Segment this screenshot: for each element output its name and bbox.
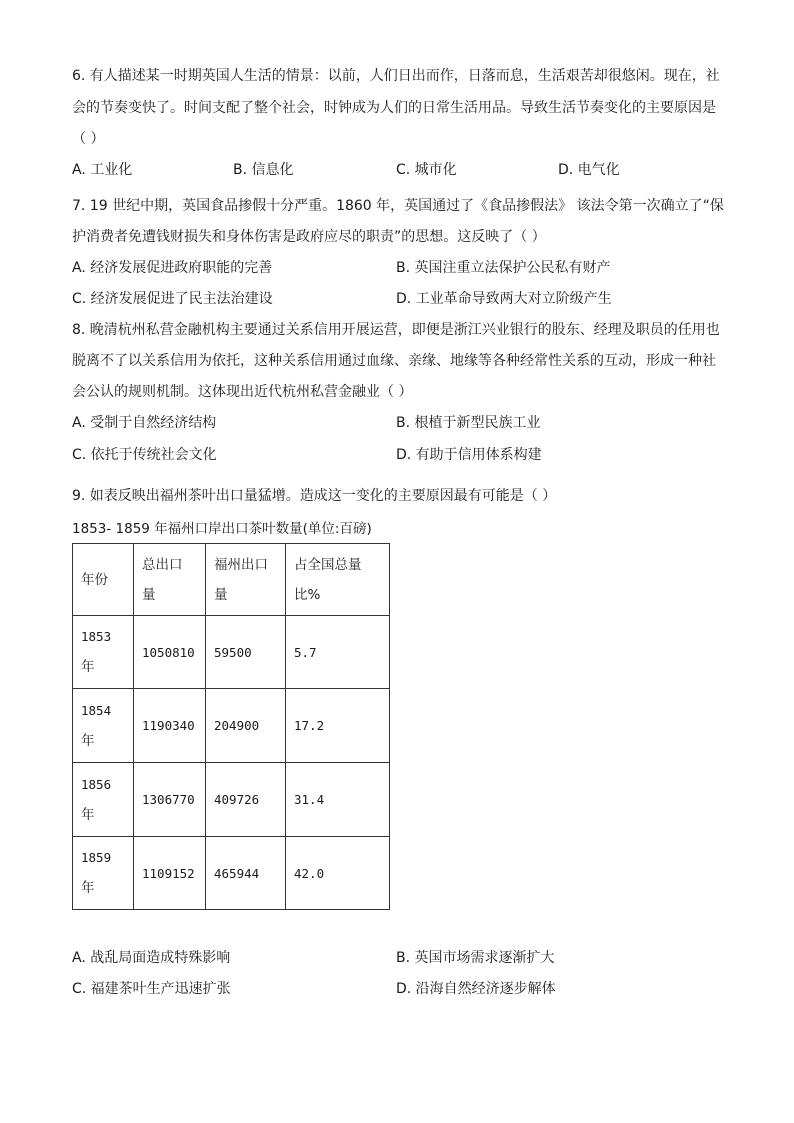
header-fuzhou-export — [206, 544, 286, 616]
q8-option-b: B. 根植于新型民族工业 — [396, 415, 541, 431]
table-row — [73, 763, 390, 837]
header-year-text: 年份 — [81, 571, 108, 588]
year-suffix: 年 — [81, 659, 95, 675]
row-year — [73, 837, 134, 910]
header-year — [73, 544, 134, 616]
year-suffix: 年 — [81, 880, 95, 896]
table-row — [73, 837, 390, 910]
year-number: 1853 — [81, 629, 112, 644]
q8-stem-line-1: 8. 晚清杭州私营金融机构主要通过关系信用开展运营，即便是浙江兴业银行的股东、经理及职员的任用也 — [72, 322, 720, 338]
q7-stem-line-2: 护消费者免遭钱财损失和身体伤害是政府应尽的职责”的思想。这反映了（ ） — [72, 229, 546, 245]
q9-stem: 9. 如表反映出福州茶叶出口量猛增。造成这一变化的主要原因最有可能是（ ） — [72, 488, 557, 504]
header-share-text-2: 比% — [294, 586, 321, 603]
q8-stem-line-3: 会公认的规则机制。这体现出近代杭州私营金融业（ ） — [72, 384, 413, 400]
q6-option-d: D. 电气化 — [558, 162, 620, 178]
row-fuzhou: 409726 — [206, 763, 286, 837]
q6-option-a: A. 工业化 — [72, 162, 133, 178]
header-total-text-2: 量 — [142, 586, 156, 603]
year-number: 1854 — [81, 702, 112, 718]
year-suffix: 年 — [81, 806, 95, 823]
row-share: 42.0 — [286, 837, 390, 910]
row-total: 1050810 — [134, 616, 206, 689]
q9-table-caption: 1853- 1859 年福州口岸出口茶叶数量(单位:百磅) — [72, 521, 372, 537]
row-year — [73, 763, 134, 837]
header-fuzhou-text-1: 福州出口 — [214, 556, 268, 573]
q7-option-d: D. 工业革命导致两大对立阶级产生 — [396, 291, 612, 307]
row-fuzhou: 59500 — [206, 616, 286, 689]
row-total: 1109152 — [134, 837, 206, 910]
q8-option-c: C. 依托于传统社会文化 — [72, 447, 217, 463]
row-total: 1190340 — [134, 689, 206, 763]
q9-option-c: C. 福建茶叶生产迅速扩张 — [72, 981, 231, 997]
q6-option-b: B. 信息化 — [233, 162, 294, 178]
q6-stem-line-1: 6. 有人描述某一时期英国人生活的情景：以前，人们日出而作，日落而息，生活艰苦却很悠闲。现在，社 — [72, 68, 720, 84]
year-number: 1856 — [81, 776, 112, 792]
q9-option-a: A. 战乱局面造成特殊影响 — [72, 950, 231, 966]
q8-option-a: A. 受制于自然经济结构 — [72, 415, 217, 431]
row-fuzhou: 204900 — [206, 689, 286, 763]
tea-export-table — [72, 543, 390, 910]
row-share: 17.2 — [286, 689, 390, 763]
row-year — [73, 689, 134, 763]
q7-option-b: B. 英国注重立法保护公民私有财产 — [396, 260, 611, 276]
row-share: 5.7 — [286, 616, 390, 689]
q7-option-c: C. 经济发展促进了民主法治建设 — [72, 291, 273, 307]
q6-option-c: C. 城市化 — [396, 162, 457, 178]
header-total-export — [134, 544, 206, 616]
q9-option-b: B. 英国市场需求逐渐扩大 — [396, 950, 555, 966]
table-row — [73, 616, 390, 689]
header-share-text-1: 占全国总量 — [294, 556, 362, 573]
year-number: 1859 — [81, 850, 112, 865]
header-share — [286, 544, 390, 616]
q9-option-d: D. 沿海自然经济逐步解体 — [396, 981, 556, 997]
table-row — [73, 689, 390, 763]
q8-stem-line-2: 脱离不了以关系信用为依托，这种关系信用通过血缘、亲缘、地缘等各种经常性关系的互动，形成一种社 — [72, 353, 716, 369]
q7-option-a: A. 经济发展促进政府职能的完善 — [72, 260, 273, 276]
row-year — [73, 616, 134, 689]
q6-stem-line-3: （ ） — [72, 131, 105, 147]
header-fuzhou-text-2: 量 — [214, 586, 228, 603]
q7-stem-line-1: 7. 19 世纪中期，英国食品掺假十分严重。1860 年，英国通过了《食品掺假法》 该法令第一次确立了“保 — [72, 198, 724, 214]
year-suffix: 年 — [81, 732, 95, 749]
q8-option-d: D. 有助于信用体系构建 — [396, 447, 542, 463]
q6-stem-line-2: 会的节奏变快了。时间支配了整个社会，时钟成为人们的日常生活用品。导致生活节奏变化的主要原因是 — [72, 100, 716, 116]
table-header-row — [73, 544, 390, 616]
row-fuzhou: 465944 — [206, 837, 286, 910]
row-total: 1306770 — [134, 763, 206, 837]
row-share: 31.4 — [286, 763, 390, 837]
header-total-text-1: 总出口 — [142, 556, 183, 573]
